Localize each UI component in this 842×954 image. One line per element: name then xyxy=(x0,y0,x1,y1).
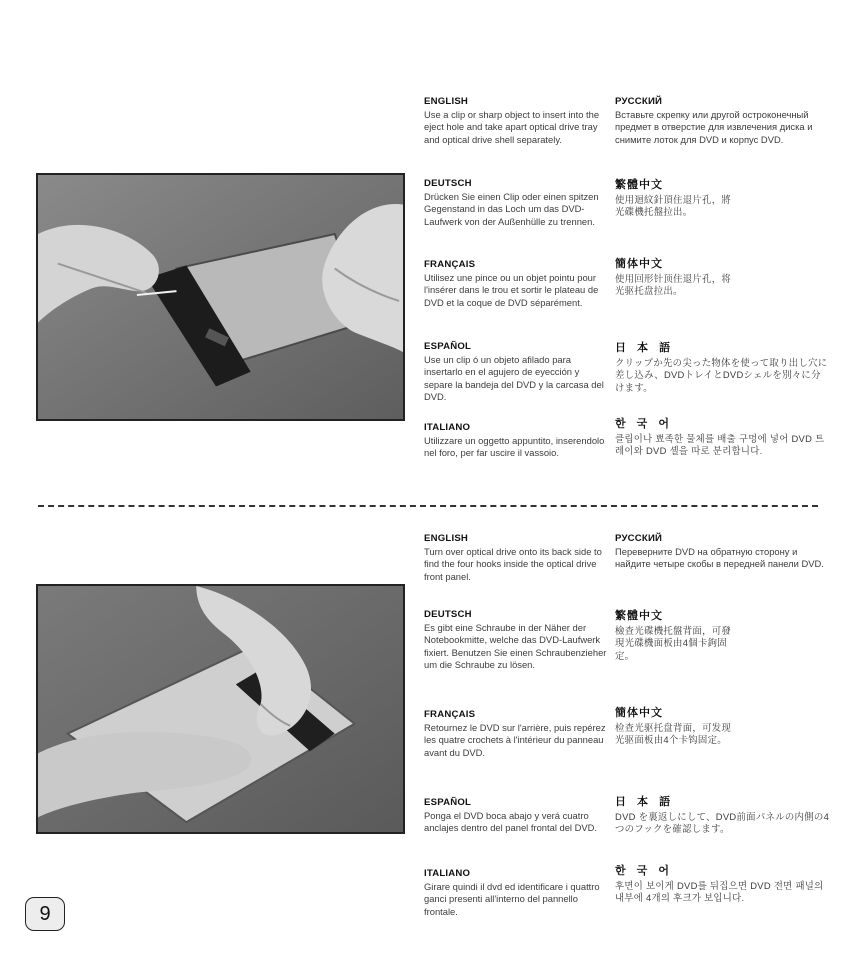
lang-heading: 한 국 어 xyxy=(615,418,673,430)
instruction-text: Utilisez une pince ou un objet pointu pour l'insérer dans le trou et sortir le plateau de DVD et la coque de DVD séparément. xyxy=(424,272,599,308)
photo-eject-tray xyxy=(36,173,405,421)
francais-block xyxy=(424,709,609,759)
instruction-text: Use un clip ó un objeto afilado para insertarlo en el agujero de eyección y separe la bandeja del DVD y la carcasa del DVD. xyxy=(424,354,604,403)
simplified-chinese-block xyxy=(615,255,830,298)
russian-block xyxy=(615,96,830,146)
lang-heading: 繁體中文 xyxy=(615,610,663,622)
instruction-text: Utilizzare un oggetto appuntito, inserendolo nel foro, per far uscire il vassoio. xyxy=(424,435,605,459)
korean-block xyxy=(615,862,830,905)
hands-panel-illustration xyxy=(38,586,403,832)
lang-heading: 繁體中文 xyxy=(615,179,663,191)
lang-heading: 日 本 語 xyxy=(615,342,675,354)
italiano-block xyxy=(424,422,609,460)
italiano-block xyxy=(424,868,609,918)
instruction-text: Вставьте скрепку или другой остроконечный предмет в отверстие для извлечения диска и снимите лоток для DVD и корпус DVD. xyxy=(615,109,813,145)
lang-heading: ESPAÑOL xyxy=(424,797,472,808)
lang-heading: DEUTSCH xyxy=(424,609,472,620)
photo-front-panel-hooks xyxy=(36,584,405,834)
instruction-text: 检查光驱托盘背面，可发现光驱面板由4个卡钩固定。 xyxy=(615,722,732,746)
page-number: 9 xyxy=(25,897,65,931)
lang-heading: ITALIANO xyxy=(424,422,471,433)
deutsch-block xyxy=(424,178,609,228)
lang-heading: РУССКИЙ xyxy=(615,533,663,544)
lang-heading: DEUTSCH xyxy=(424,178,472,189)
instruction-text: Turn over optical drive onto its back side to find the four hooks inside the optical drive front panel. xyxy=(424,546,602,582)
japanese-block xyxy=(615,793,830,836)
lang-heading: 簡体中文 xyxy=(615,707,663,719)
instruction-text: Girare quindi il dvd ed identificare i quattro ganci presenti all'interno del pannello frontale. xyxy=(424,881,600,917)
hands-drive-illustration xyxy=(38,175,403,419)
instruction-text: Es gibt eine Schraube in der Näher der Notebookmitte, welche das DVD-Laufwerk fixiert. Benutzen Sie einen Schraubenzieher um die Schraube zu lösen. xyxy=(424,622,607,671)
instruction-text: Use a clip or sharp object to insert into the eject hole and take apart optical drive tray and optical drive shell separately. xyxy=(424,109,600,145)
lang-heading: FRANÇAIS xyxy=(424,259,476,270)
simplified-chinese-block xyxy=(615,704,830,747)
english-block xyxy=(424,533,609,583)
deutsch-block xyxy=(424,609,609,672)
lang-heading: 한 국 어 xyxy=(615,865,673,877)
traditional-chinese-block xyxy=(615,176,830,219)
lang-heading: ESPAÑOL xyxy=(424,341,472,352)
espanol-block xyxy=(424,341,609,404)
japanese-block xyxy=(615,339,830,394)
instruction-text: 후면이 보이게 DVD를 뒤집으면 DVD 전면 패널의 내부에 4개의 후크가 보입니다. xyxy=(615,880,824,904)
espanol-block xyxy=(424,797,609,835)
step-2 xyxy=(0,500,842,954)
lang-heading: FRANÇAIS xyxy=(424,709,476,720)
traditional-chinese-block xyxy=(615,607,830,662)
english-block xyxy=(424,96,609,146)
lang-heading: 簡体中文 xyxy=(615,258,663,270)
francais-block xyxy=(424,259,609,309)
instruction-text: Retournez le DVD sur l'arrière, puis repérez les quatre crochets à l'intérieur du panneau avant du DVD. xyxy=(424,722,606,758)
instruction-text: Ponga el DVD boca abajo y verá cuatro anclajes dentro del panel frontal del DVD. xyxy=(424,810,598,834)
lang-heading: ITALIANO xyxy=(424,868,471,879)
instruction-text: Переверните DVD на обратную сторону и найдите четыре скобы в передней панели DVD. xyxy=(615,546,824,570)
instruction-text: クリップか先の尖った物体を使って取り出し穴に差し込み、DVDトレイとDVDシェルを別々に分けます。 xyxy=(615,357,828,393)
instruction-text: Drücken Sie einen Clip oder einen spitzen Gegenstand in das Loch um das DVD-Laufwerk von der Außenhülle zu trennen. xyxy=(424,191,599,227)
korean-block xyxy=(615,415,830,458)
lang-heading: ENGLISH xyxy=(424,533,469,544)
instruction-text: 使用回形针顶住退片孔，将光驱托盘拉出。 xyxy=(615,273,732,297)
instruction-text: 使用迴紋針頂住退片孔，將光碟機托盤拉出。 xyxy=(615,194,732,218)
lang-heading: ENGLISH xyxy=(424,96,469,107)
russian-block xyxy=(615,533,830,571)
lang-heading: 日 本 語 xyxy=(615,796,675,808)
lang-heading: РУССКИЙ xyxy=(615,96,663,107)
instruction-text: 클립이나 뾰족한 물체를 배출 구멍에 넣어 DVD 트레이와 DVD 셸을 따로 분리합니다. xyxy=(615,433,825,457)
instruction-text: DVD を裏返しにして、DVD前面パネルの内側の4つのフックを確認します。 xyxy=(615,811,830,835)
instruction-text: 檢查光碟機托盤背面，可發現光碟機面板由4個卡鉤固定。 xyxy=(615,625,732,661)
